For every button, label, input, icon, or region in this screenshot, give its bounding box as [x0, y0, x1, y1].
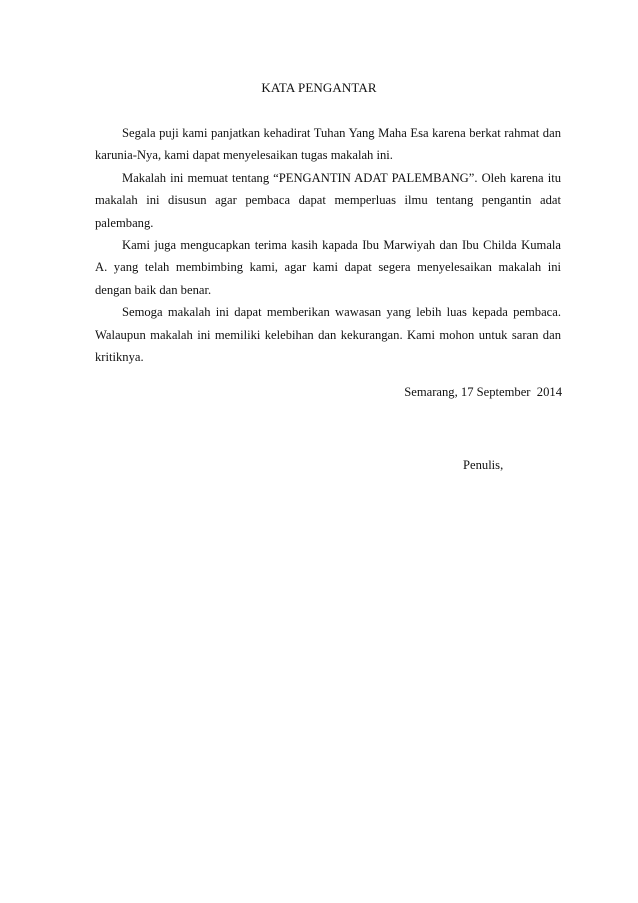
paragraph-gratitude: Segala puji kami panjatkan kehadirat Tuhan Yang Maha Esa karena berkat rahmat dan karunia-Nya, kami dapat menyelesaikan tugas makalah ini. — [95, 126, 561, 163]
place-date-text: Semarang, 17 September 2014 — [404, 385, 562, 399]
page-title: KATA PENGANTAR — [261, 80, 377, 95]
document-body — [95, 122, 561, 368]
place-date — [0, 385, 562, 400]
author-signature: Penulis, — [463, 458, 504, 472]
paragraph-closing: Semoga makalah ini dapat memberikan wawasan yang lebih luas kepada pembaca. Walaupun makalah ini memiliki kelebihan dan kekurangan. Kami mohon untuk saran dan kritiknya. — [95, 305, 561, 365]
paragraph-content: Makalah ini memuat tentang “PENGANTIN ADAT PALEMBANG”. Oleh karena itu makalah ini disusun agar pembaca dapat memperluas ilmu tentang pengantin adat palembang. — [95, 170, 561, 230]
paragraph-thanks: Kami juga mengucapkan terima kasih kapada Ibu Marwiyah dan Ibu Childa Kumala A. yang telah membimbing kami, agar kami dapat segera menyelesaikan makalah ini dengan baik dan benar. — [95, 238, 561, 297]
